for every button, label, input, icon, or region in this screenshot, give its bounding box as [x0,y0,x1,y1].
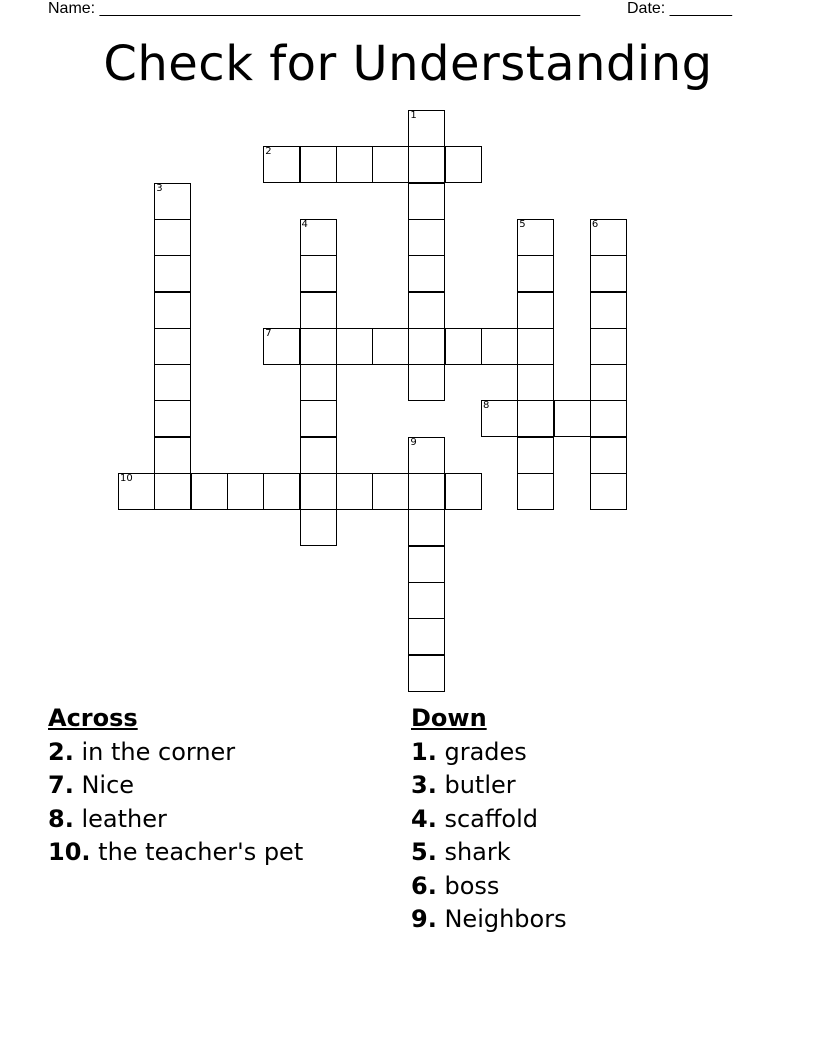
crossword-cell [336,473,373,510]
cell-number: 2 [265,146,272,158]
crossword-cell [590,292,627,329]
across-clues [48,702,303,870]
across-clue-8 [48,803,303,837]
crossword-cell [408,437,445,474]
clue-text: the teacher's pet [98,838,304,866]
clue-text: scaffold [444,804,538,833]
clue-number: 1. [411,737,437,766]
crossword-cell [517,400,554,437]
clue-number: 2. [48,737,74,766]
crossword-cell [263,146,300,183]
crossword-cell [590,328,627,365]
crossword-cell [300,292,337,329]
crossword-cell [408,183,445,220]
name-field-line: Name: ______________________________________________________ [48,0,581,17]
crossword-cell [227,473,264,510]
clue-number: 8. [48,804,74,833]
crossword-cell [154,219,191,256]
crossword-cell [517,255,554,292]
crossword-cell [408,546,445,583]
crossword-cell [154,292,191,329]
down-clue-3 [411,769,567,803]
cell-number: 9 [410,436,417,448]
crossword-cell [445,473,482,510]
crossword-cell [300,328,337,365]
cell-number: 3 [156,182,163,194]
cell-number: 10 [120,473,133,484]
across-clue-7 [48,769,303,803]
crossword-cell [590,219,627,256]
crossword-cell [154,473,191,510]
crossword-cell [590,437,627,474]
clue-text: grades [444,737,527,766]
crossword-cell [154,255,191,292]
crossword-cell [481,400,518,437]
down-clues [411,702,567,937]
crossword-cell [300,400,337,437]
clue-number: 5. [411,838,437,866]
crossword-cell [263,328,300,365]
crossword-cell [300,255,337,292]
crossword-cell [408,219,445,256]
across-clue-2 [48,736,303,770]
crossword-cell [191,473,228,510]
crossword-cell [590,473,627,510]
crossword-cell [517,328,554,365]
clue-text: in the corner [81,737,236,766]
crossword-cell [300,437,337,474]
clue-number: 10. [48,838,91,866]
clue-text: butler [444,771,516,799]
crossword-cell [590,400,627,437]
clue-text: leather [81,804,167,833]
crossword-cell [300,219,337,256]
crossword-cell [517,364,554,401]
crossword-cell [408,509,445,546]
crossword-cell [408,110,445,147]
crossword-cell [517,473,554,510]
across-heading: Across [48,704,138,732]
crossword-cell [300,509,337,546]
crossword-cell [517,219,554,256]
clue-number: 9. [411,905,437,933]
crossword-cell [300,364,337,401]
across-clue-10 [48,836,303,870]
crossword-cell [408,473,445,510]
crossword-cell [408,328,445,365]
crossword-cell [408,582,445,619]
date-field-line: Date: _______ [627,0,732,17]
crossword-cell [154,328,191,365]
crossword-cell [517,292,554,329]
crossword-cell [445,146,482,183]
crossword-cell [408,655,445,692]
crossword-cell [300,473,337,510]
crossword-cell [408,292,445,329]
crossword-cell [481,328,518,365]
cell-number: 1 [410,110,417,121]
down-heading: Down [411,704,487,732]
clue-number: 3. [411,771,437,799]
crossword-cell [336,328,373,365]
crossword-cell [263,473,300,510]
clue-number: 4. [411,804,437,833]
crossword-cell [590,255,627,292]
clue-text: shark [444,838,511,866]
crossword-cell [517,437,554,474]
clue-text: boss [444,871,500,900]
crossword-cell [336,146,373,183]
down-clue-5 [411,836,567,870]
crossword-cell [154,364,191,401]
crossword-cell [372,328,409,365]
crossword-cell [154,437,191,474]
clue-text: Nice [81,771,135,799]
clue-number: 7. [48,771,74,799]
crossword-cell [590,364,627,401]
cell-number: 6 [591,218,599,230]
cell-number: 5 [519,218,526,230]
crossword-cell [372,473,409,510]
crossword-cell [408,146,445,183]
down-clue-1 [411,736,567,770]
crossword-cell [372,146,409,183]
crossword-cell [445,328,482,365]
down-clue-9 [411,903,567,937]
cell-number: 8 [483,400,490,412]
crossword-cell [300,146,337,183]
down-clue-4 [411,803,567,837]
crossword-cell [408,255,445,292]
crossword-cell [554,400,591,437]
clue-number: 6. [411,871,437,900]
crossword-cell [408,364,445,401]
crossword-cell [408,618,445,655]
clue-text: Neighbors [444,905,567,933]
down-clue-6 [411,870,567,904]
crossword-cell [154,400,191,437]
crossword-cell [118,473,155,510]
crossword-cell [154,183,191,220]
cell-number: 4 [301,218,308,230]
cell-number: 7 [265,327,272,339]
page-title: Check for Understanding [103,36,713,92]
